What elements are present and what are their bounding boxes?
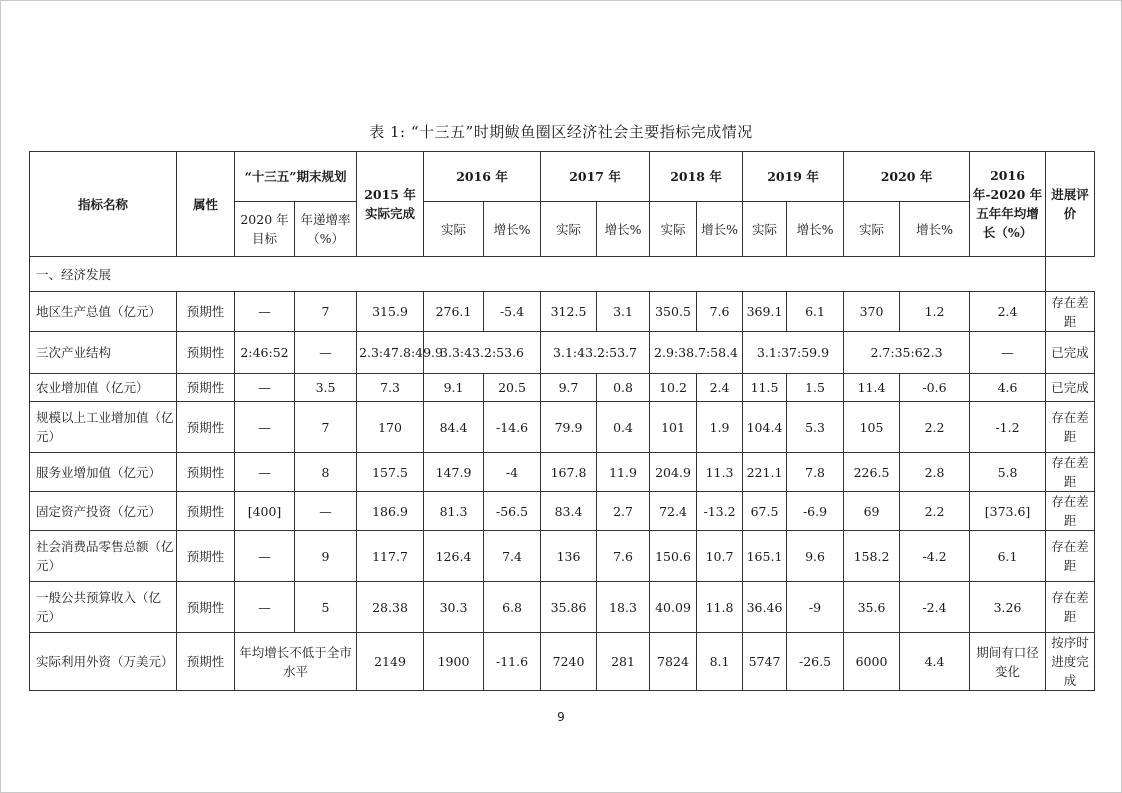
growth-2020: -4.2 (900, 531, 970, 582)
actual-2018: 350.5 (650, 292, 697, 332)
avg-growth: 3.26 (970, 582, 1046, 633)
header-plan: “十三五”期末规划 (235, 152, 357, 202)
table-row (30, 582, 1095, 633)
growth-2020: 2.2 (900, 492, 970, 531)
section-title: 一、经济发展 (30, 257, 1046, 292)
actual-2016: 126.4 (424, 531, 484, 582)
header-2018: 2018 年 (650, 152, 743, 202)
header-avg-growth: 2016 年-2020 年五年年均增长（%） (970, 152, 1046, 257)
growth-2017: 0.4 (597, 402, 650, 453)
attribute: 预期性 (177, 332, 235, 374)
header-2020: 2020 年 (844, 152, 970, 202)
actual-2018: 7824 (650, 633, 697, 691)
growth-2019: -26.5 (787, 633, 844, 691)
actual-2017: 7240 (541, 633, 597, 691)
actual-2015: 170 (357, 402, 424, 453)
actual-2016: 147.9 (424, 453, 484, 492)
actual-2019: 104.4 (743, 402, 787, 453)
avg-growth: 期间有口径变化 (970, 633, 1046, 691)
growth-2017: 11.9 (597, 453, 650, 492)
header-evaluation: 进展评价 (1046, 152, 1095, 257)
actual-2020: 69 (844, 492, 900, 531)
table-row (30, 332, 1095, 374)
table-title: 表 1: “十三五”时期鲅鱼圈区经济社会主要指标完成情况 (369, 123, 753, 141)
actual-2017: 312.5 (541, 292, 597, 332)
growth-2017: 2.7 (597, 492, 650, 531)
indicator-name: 三次产业结构 (30, 332, 177, 374)
indicator-name: 规模以上工业增加值（亿元） (30, 402, 177, 453)
avg-growth: 5.8 (970, 453, 1046, 492)
attribute: 预期性 (177, 402, 235, 453)
target-2020: — (235, 453, 295, 492)
growth-2019: -9 (787, 582, 844, 633)
indicator-table (29, 151, 1095, 691)
actual-2018: 101 (650, 402, 697, 453)
table-row (30, 402, 1095, 453)
growth-2016: -11.6 (484, 633, 541, 691)
growth-2020: 4.4 (900, 633, 970, 691)
actual-2015: 157.5 (357, 453, 424, 492)
growth-2016: -14.6 (484, 402, 541, 453)
growth-2019: -6.9 (787, 492, 844, 531)
attribute: 预期性 (177, 633, 235, 691)
avg-growth: 6.1 (970, 531, 1046, 582)
actual-2015: 186.9 (357, 492, 424, 531)
actual-2015: 7.3 (357, 374, 424, 402)
annual-rate: 7 (295, 292, 357, 332)
annual-rate: — (295, 492, 357, 531)
evaluation: 存在差距 (1046, 582, 1095, 633)
growth-2017: 7.6 (597, 531, 650, 582)
table-row (30, 453, 1095, 492)
attribute: 预期性 (177, 292, 235, 332)
table-row (30, 292, 1095, 332)
header-growth: 增长% (484, 202, 541, 257)
structure-2017: 3.1:43.2:53.7 (541, 332, 650, 374)
header-actual-2015: 2015 年实际完成 (357, 152, 424, 257)
actual-2017: 167.8 (541, 453, 597, 492)
avg-growth: [373.6] (970, 492, 1046, 531)
target-2020: — (235, 374, 295, 402)
header-actual: 实际 (743, 202, 787, 257)
evaluation: 按序时进度完成 (1046, 633, 1095, 691)
actual-2018: 40.09 (650, 582, 697, 633)
header-target-2020: 2020 年目标 (235, 202, 295, 257)
growth-2020: 2.2 (900, 402, 970, 453)
actual-2017: 35.86 (541, 582, 597, 633)
growth-2017: 3.1 (597, 292, 650, 332)
structure-2018: 2.9:38.7:58.4 (650, 332, 743, 374)
actual-2016: 81.3 (424, 492, 484, 531)
actual-2016: 276.1 (424, 292, 484, 332)
annual-rate: 9 (295, 531, 357, 582)
actual-2018: 150.6 (650, 531, 697, 582)
annual-rate: — (295, 332, 357, 374)
growth-2019: 5.3 (787, 402, 844, 453)
growth-2018: 10.7 (697, 531, 743, 582)
actual-2020: 158.2 (844, 531, 900, 582)
growth-2016: 7.4 (484, 531, 541, 582)
growth-2016: 6.8 (484, 582, 541, 633)
avg-growth: -1.2 (970, 402, 1046, 453)
target-2020: 2:46:52 (235, 332, 295, 374)
growth-2017: 18.3 (597, 582, 650, 633)
actual-2018: 72.4 (650, 492, 697, 531)
page-number: 9 (557, 710, 565, 724)
growth-2017: 281 (597, 633, 650, 691)
actual-2019: 5747 (743, 633, 787, 691)
actual-2018: 204.9 (650, 453, 697, 492)
actual-2020: 226.5 (844, 453, 900, 492)
header-name: 指标名称 (30, 152, 177, 257)
evaluation: 存在差距 (1046, 531, 1095, 582)
actual-2016: 1900 (424, 633, 484, 691)
annual-rate: 5 (295, 582, 357, 633)
indicator-name: 一般公共预算收入（亿元） (30, 582, 177, 633)
indicator-name: 服务业增加值（亿元） (30, 453, 177, 492)
actual-2019: 67.5 (743, 492, 787, 531)
growth-2016: 20.5 (484, 374, 541, 402)
target-2020: [400] (235, 492, 295, 531)
header-actual: 实际 (650, 202, 697, 257)
annual-rate: 8 (295, 453, 357, 492)
indicator-name: 社会消费品零售总额（亿元） (30, 531, 177, 582)
table-row (30, 492, 1095, 531)
structure-2020: 2.7:35:62.3 (844, 332, 970, 374)
evaluation: 存在差距 (1046, 292, 1095, 332)
growth-2018: 7.6 (697, 292, 743, 332)
attribute: 预期性 (177, 582, 235, 633)
header-actual: 实际 (844, 202, 900, 257)
actual-2017: 79.9 (541, 402, 597, 453)
evaluation: 已完成 (1046, 374, 1095, 402)
actual-2015: 2.3:47.8:49.9 (357, 332, 424, 374)
target-2020: — (235, 292, 295, 332)
header-growth: 增长% (787, 202, 844, 257)
header-growth: 增长% (597, 202, 650, 257)
attribute: 预期性 (177, 453, 235, 492)
attribute: 预期性 (177, 492, 235, 531)
attribute: 预期性 (177, 374, 235, 402)
header-2019: 2019 年 (743, 152, 844, 202)
header-2017: 2017 年 (541, 152, 650, 202)
attribute: 预期性 (177, 531, 235, 582)
indicator-name: 农业增加值（亿元） (30, 374, 177, 402)
header-rate: 年递增率（%） (295, 202, 357, 257)
target-2020: — (235, 402, 295, 453)
actual-2015: 117.7 (357, 531, 424, 582)
table-row (30, 374, 1095, 402)
header-actual: 实际 (541, 202, 597, 257)
actual-2019: 165.1 (743, 531, 787, 582)
section-row (30, 257, 1095, 292)
evaluation: 已完成 (1046, 332, 1095, 374)
table-row (30, 633, 1095, 691)
actual-2019: 36.46 (743, 582, 787, 633)
actual-2016: 9.1 (424, 374, 484, 402)
actual-2017: 83.4 (541, 492, 597, 531)
structure-2016: 3.3:43.2:53.6 (424, 332, 541, 374)
actual-2020: 11.4 (844, 374, 900, 402)
actual-2016: 84.4 (424, 402, 484, 453)
growth-2019: 7.8 (787, 453, 844, 492)
header-growth: 增长% (697, 202, 743, 257)
target-2020: — (235, 582, 295, 633)
indicator-name: 实际利用外资（万美元） (30, 633, 177, 691)
actual-2016: 30.3 (424, 582, 484, 633)
header-actual: 实际 (424, 202, 484, 257)
target-2020: — (235, 531, 295, 582)
table-row (30, 531, 1095, 582)
growth-2018: 11.3 (697, 453, 743, 492)
actual-2020: 6000 (844, 633, 900, 691)
indicator-name: 固定资产投资（亿元） (30, 492, 177, 531)
growth-2020: 2.8 (900, 453, 970, 492)
growth-2019: 1.5 (787, 374, 844, 402)
growth-2020: 1.2 (900, 292, 970, 332)
evaluation: 存在差距 (1046, 492, 1095, 531)
header-row-1 (30, 152, 1095, 202)
indicator-name: 地区生产总值（亿元） (30, 292, 177, 332)
avg-growth: — (970, 332, 1046, 374)
growth-2018: 11.8 (697, 582, 743, 633)
actual-2019: 11.5 (743, 374, 787, 402)
actual-2020: 35.6 (844, 582, 900, 633)
actual-2017: 136 (541, 531, 597, 582)
growth-2016: -4 (484, 453, 541, 492)
actual-2015: 315.9 (357, 292, 424, 332)
actual-2020: 105 (844, 402, 900, 453)
actual-2015: 2149 (357, 633, 424, 691)
growth-2017: 0.8 (597, 374, 650, 402)
evaluation: 存在差距 (1046, 402, 1095, 453)
actual-2019: 221.1 (743, 453, 787, 492)
header-growth: 增长% (900, 202, 970, 257)
actual-2020: 370 (844, 292, 900, 332)
growth-2018: 2.4 (697, 374, 743, 402)
growth-2016: -5.4 (484, 292, 541, 332)
header-attr: 属性 (177, 152, 235, 257)
actual-2018: 10.2 (650, 374, 697, 402)
growth-2019: 9.6 (787, 531, 844, 582)
header-2016: 2016 年 (424, 152, 541, 202)
growth-2016: -56.5 (484, 492, 541, 531)
actual-2015: 28.38 (357, 582, 424, 633)
avg-growth: 4.6 (970, 374, 1046, 402)
growth-2020: -2.4 (900, 582, 970, 633)
annual-rate: 7 (295, 402, 357, 453)
annual-rate: 3.5 (295, 374, 357, 402)
growth-2018: -13.2 (697, 492, 743, 531)
structure-2019: 3.1:37:59.9 (743, 332, 844, 374)
growth-2020: -0.6 (900, 374, 970, 402)
growth-2018: 8.1 (697, 633, 743, 691)
plan-merged: 年均增长不低于全市水平 (235, 633, 357, 691)
avg-growth: 2.4 (970, 292, 1046, 332)
actual-2019: 369.1 (743, 292, 787, 332)
actual-2017: 9.7 (541, 374, 597, 402)
growth-2019: 6.1 (787, 292, 844, 332)
evaluation: 存在差距 (1046, 453, 1095, 492)
growth-2018: 1.9 (697, 402, 743, 453)
